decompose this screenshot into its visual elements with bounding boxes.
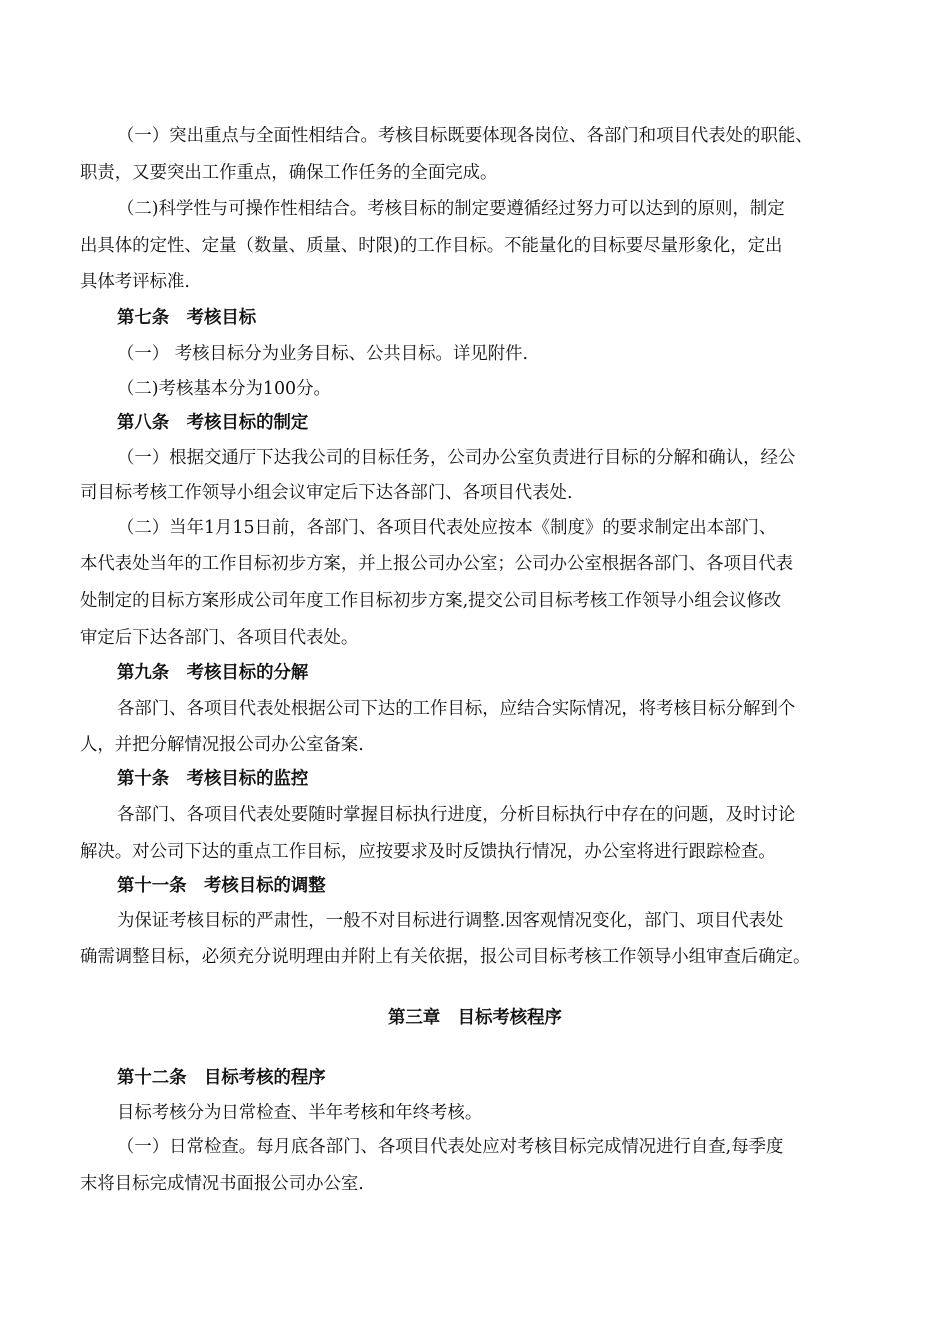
- paragraph-line: 解决。对公司下达的重点工作目标，应按要求及时反馈执行情况，办公室将进行跟踪检查。: [80, 842, 776, 862]
- paragraph-line: （一）突出重点与全面性相结合。考核目标既要体现各岗位、各部门和项目代表处的职能、: [117, 126, 813, 146]
- paragraph-line: （一） 考核目标分为业务目标、公共目标。详见附件.: [117, 344, 529, 364]
- paragraph-line: 出具体的定性、定量（数量、质量、时限)的工作目标。不能量化的目标要尽量形象化，定出: [80, 236, 783, 256]
- paragraph-line: 具体考评标准.: [80, 272, 190, 292]
- paragraph-line: （二）当年1月15日前，各部门、各项目代表处应按本《制度》的要求制定出本部门、: [117, 518, 777, 538]
- paragraph-line: 司目标考核工作领导小组会议审定后下达各部门、各项目代表处.: [80, 483, 573, 503]
- paragraph-line: 各部门、各项目代表处根据公司下达的工作目标，应结合实际情况，将考核目标分解到个: [117, 699, 796, 719]
- paragraph-line: 本代表处当年的工作目标初步方案，并上报公司办公室；公司办公室根据各部门、各项目代表: [80, 554, 794, 574]
- article-heading: 第十条 考核目标的监控: [117, 769, 309, 789]
- paragraph-line: 处制定的目标方案形成公司年度工作目标初步方案,提交公司目标考核工作领导小组会议修改: [80, 591, 782, 611]
- paragraph-line: （二)考核基本分为100分。: [117, 379, 331, 399]
- paragraph-line: 确需调整目标，必须充分说明理由并附上有关依据，报公司目标考核工作领导小组审查后确定。: [80, 947, 811, 967]
- article-heading: 第十一条 考核目标的调整: [117, 876, 326, 896]
- paragraph-line: （一）日常检查。每月底各部门、各项目代表处应对考核目标完成情况进行自查,每季度: [117, 1137, 784, 1157]
- chapter-heading: 第三章 目标考核程序: [388, 1008, 562, 1028]
- paragraph-line: （二)科学性与可操作性相结合。考核目标的制定要遵循经过努力可以达到的原则，制定: [117, 199, 785, 219]
- article-heading: 第七条 考核目标: [117, 308, 257, 328]
- paragraph-line: 为保证考核目标的严肃性，一般不对目标进行调整.因客观情况变化，部门、项目代表处: [117, 911, 784, 931]
- paragraph-line: 审定后下达各部门、各项目代表处。: [80, 628, 359, 648]
- article-heading: 第十二条 目标考核的程序: [117, 1068, 326, 1088]
- paragraph-line: （一）根据交通厅下达我公司的目标任务，公司办公室负责进行目标的分解和确认，经公: [117, 448, 796, 468]
- article-heading: 第八条 考核目标的制定: [117, 413, 309, 433]
- paragraph-line: 人，并把分解情况报公司办公室备案.: [80, 735, 364, 755]
- article-heading: 第九条 考核目标的分解: [117, 663, 309, 683]
- paragraph-line: 职责，又要突出工作重点，确保工作任务的全面完成。: [80, 163, 498, 183]
- paragraph-line: 末将目标完成情况书面报公司办公室.: [80, 1174, 364, 1194]
- paragraph-line: 目标考核分为日常检查、半年考核和年终考核。: [117, 1103, 483, 1123]
- paragraph-line: 各部门、各项目代表处要随时掌握目标执行进度，分析目标执行中存在的问题，及时讨论: [117, 805, 796, 825]
